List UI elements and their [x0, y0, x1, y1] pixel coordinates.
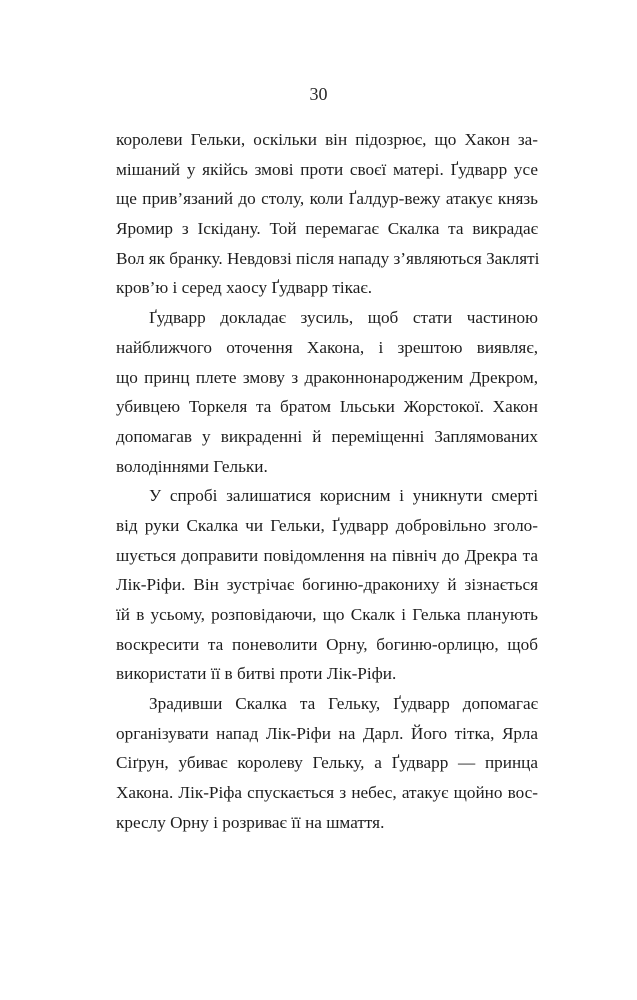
text-line: мішаний у якійсь змові проти своєї матері. Ґудварр усе [116, 159, 538, 179]
paragraph [116, 689, 538, 837]
paragraph [116, 481, 538, 689]
text-line: королеви Гельки, оскільки він підозрює, що Хакон за- [116, 130, 538, 149]
text-line: допомагав у викраденні й переміщенні Заплямованих [116, 426, 538, 446]
text-line: використати її в битві проти Лік-Ріфи. [116, 664, 397, 684]
text-line: володіннями Гельки. [116, 456, 268, 476]
text-line: воскресити та поневолити Орну, богиню-орлицю, щоб [116, 634, 538, 654]
text-line: кров’ю і серед хаосу Ґудварр тікає. [116, 278, 373, 298]
text-line: Сіґрун, убиває королеву Гельку, а Ґудварр — принца [116, 753, 538, 773]
text-line: Зрадивши Скалка та Гельку, Ґудварр допомагає [149, 694, 538, 714]
text-line: креслу Орну і розриває її на шмаття. [116, 812, 385, 832]
text-line: Вол як бранку. Невдовзі після нападу з’являються Закляті [116, 248, 540, 268]
page-number: 30 [309, 84, 328, 104]
text-line: шується доправити повідомлення на північ до Дрекра та [116, 545, 538, 565]
text-line: Ґудварр докладає зусиль, щоб стати частиною [149, 308, 538, 328]
text-line: ще прив’язаний до столу, коли Ґалдур-вежу атакує князь [116, 189, 538, 209]
text-line: Хакона. Лік-Ріфа спускається з небес, атакує щойно вос- [116, 783, 538, 803]
text-line: Яромир з Іскідану. Той перемагає Скалка та викрадає [116, 219, 538, 239]
text-line: Лік-Ріфи. Він зустрічає богиню-дракониху й зізнається [116, 575, 538, 595]
text-line: убивцею Торкеля та братом Ільськи Жорстокої. Хакон [116, 397, 538, 417]
text-line: організувати напад Лік-Ріфи на Дарл. Його тітка, Ярла [116, 723, 538, 743]
paragraph [116, 125, 538, 303]
text-line: від руки Скалка чи Гельки, Ґудварр добровільно зголо- [116, 515, 538, 535]
paragraph [116, 303, 538, 481]
body-text [116, 125, 538, 838]
text-line: найближчого оточення Хакона, і зрештою виявляє, [116, 337, 538, 357]
text-line: їй в усьому, розповідаючи, що Скалк і Гелька планують [116, 605, 538, 624]
text-line: У спробі залишатися корисним і уникнути смерті [149, 486, 538, 506]
text-line: що принц плете змову з драконнонародженим Дрекром, [116, 367, 538, 387]
